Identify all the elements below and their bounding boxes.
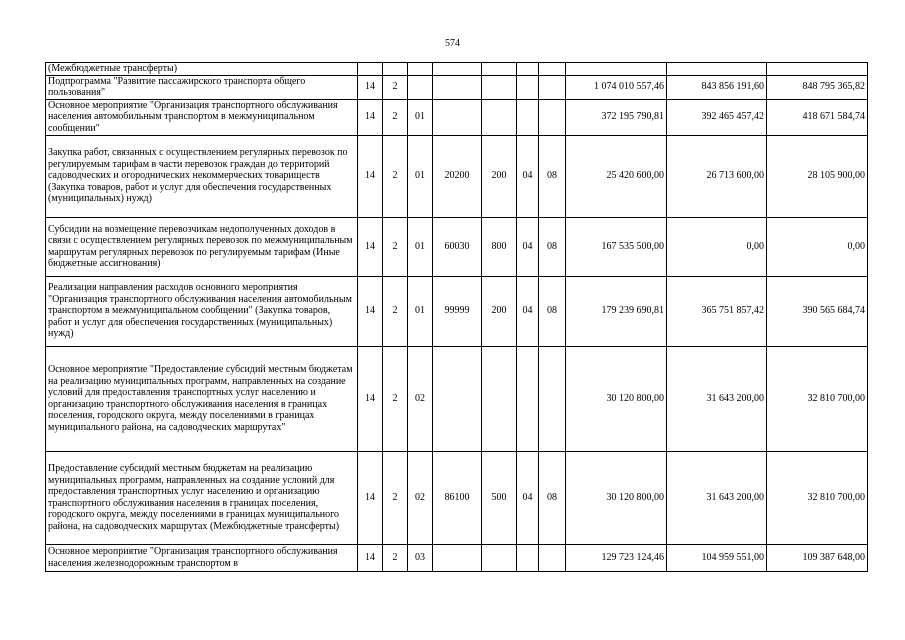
cell-amount-3: 0,00 — [767, 217, 868, 276]
cell-amount-1: 25 420 600,00 — [566, 135, 667, 217]
cell-section — [517, 75, 539, 99]
cell-activity: 01 — [408, 99, 433, 135]
cell-subprogram: 2 — [383, 75, 408, 99]
cell-name: Основное мероприятие "Организация транспортного обслуживания населения железнодорожным транспортом в — [46, 544, 358, 571]
cell-chapter: 14 — [358, 544, 383, 571]
cell-activity: 01 — [408, 135, 433, 217]
cell-activity — [408, 63, 433, 76]
table-row — [46, 217, 868, 276]
cell-chapter: 14 — [358, 276, 383, 346]
cell-amount-2: 31 643 200,00 — [667, 451, 767, 544]
cell-subprogram: 2 — [383, 135, 408, 217]
cell-section: 04 — [517, 451, 539, 544]
cell-amount-1: 167 535 500,00 — [566, 217, 667, 276]
cell-subprogram: 2 — [383, 451, 408, 544]
cell-amount-1: 372 195 790,81 — [566, 99, 667, 135]
cell-direction — [433, 346, 482, 451]
cell-name: Подпрограмма "Развитие пассажирского транспорта общего пользования" — [46, 75, 358, 99]
table-row — [46, 75, 868, 99]
cell-amount-1 — [566, 63, 667, 76]
cell-amount-3 — [767, 63, 868, 76]
cell-amount-3: 390 565 684,74 — [767, 276, 868, 346]
cell-direction — [433, 75, 482, 99]
cell-section: 04 — [517, 217, 539, 276]
cell-expense-type — [482, 75, 517, 99]
cell-direction — [433, 544, 482, 571]
cell-direction: 99999 — [433, 276, 482, 346]
cell-name: Закупка работ, связанных с осуществлением регулярных перевозок по регулируемым тарифам в части перевозок граждан до территорий садоводческих и огороднических некоммерческих товариществ (Закупка товаров, работ и услуг для обеспечения государственных (муниципальных) нужд) — [46, 135, 358, 217]
cell-chapter: 14 — [358, 346, 383, 451]
table-row — [46, 135, 868, 217]
cell-expense-type: 500 — [482, 451, 517, 544]
cell-subprogram: 2 — [383, 276, 408, 346]
cell-direction — [433, 99, 482, 135]
cell-amount-2: 392 465 457,42 — [667, 99, 767, 135]
cell-expense-type — [482, 544, 517, 571]
cell-chapter: 14 — [358, 217, 383, 276]
cell-chapter: 14 — [358, 75, 383, 99]
cell-amount-2: 843 856 191,60 — [667, 75, 767, 99]
cell-activity: 01 — [408, 217, 433, 276]
cell-amount-2: 365 751 857,42 — [667, 276, 767, 346]
cell-section — [517, 544, 539, 571]
cell-amount-3: 109 387 648,00 — [767, 544, 868, 571]
cell-activity: 01 — [408, 276, 433, 346]
cell-amount-2: 26 713 600,00 — [667, 135, 767, 217]
cell-amount-3: 32 810 700,00 — [767, 346, 868, 451]
table-row — [46, 346, 868, 451]
cell-amount-1: 1 074 010 557,46 — [566, 75, 667, 99]
table-row — [46, 544, 868, 571]
cell-expense-type: 200 — [482, 135, 517, 217]
cell-section — [517, 63, 539, 76]
cell-section: 04 — [517, 135, 539, 217]
table-row — [46, 99, 868, 135]
cell-amount-2: 0,00 — [667, 217, 767, 276]
cell-name: Основное мероприятие "Предоставление субсидий местным бюджетам на реализацию муниципальных программ, направленных на создание условий для предоставления транспортных услуг населению и организацию транспортного обслуживания населения в границах поселения, городского округа, между поселениями в границах муниципального района, на садоводческих маршрутах" — [46, 346, 358, 451]
cell-name: Субсидии на возмещение перевозчикам недополученных доходов в связи с осуществлением регулярных перевозок по межмуниципальным маршрутам регулярных перевозок по регулируемым тарифам (Иные бюджетные ассигнования) — [46, 217, 358, 276]
cell-direction: 60030 — [433, 217, 482, 276]
cell-direction: 86100 — [433, 451, 482, 544]
cell-name: Реализация направления расходов основного мероприятия "Организация транспортного обслуживания населения автомобильным транспортом в межмуниципальном сообщении" (Закупка товаров, работ и услуг для обеспечения государственных (муниципальных) нужд) — [46, 276, 358, 346]
budget-table — [45, 62, 868, 572]
cell-amount-2 — [667, 63, 767, 76]
table-row — [46, 63, 868, 76]
cell-name: (Межбюджетные трансферты) — [46, 63, 358, 76]
cell-activity: 03 — [408, 544, 433, 571]
cell-amount-1: 179 239 690,81 — [566, 276, 667, 346]
cell-subprogram — [383, 63, 408, 76]
cell-subsection: 08 — [539, 276, 566, 346]
cell-subprogram: 2 — [383, 99, 408, 135]
cell-subprogram: 2 — [383, 346, 408, 451]
cell-amount-2: 31 643 200,00 — [667, 346, 767, 451]
cell-amount-3: 418 671 584,74 — [767, 99, 868, 135]
cell-subprogram: 2 — [383, 544, 408, 571]
cell-activity — [408, 75, 433, 99]
cell-section: 04 — [517, 276, 539, 346]
cell-chapter — [358, 63, 383, 76]
table-row — [46, 276, 868, 346]
cell-amount-2: 104 959 551,00 — [667, 544, 767, 571]
cell-amount-1: 30 120 800,00 — [566, 346, 667, 451]
cell-name: Предоставление субсидий местным бюджетам на реализацию муниципальных программ, направленных на создание условий для предоставления транспортных услуг населению и организацию транспортного обслуживания населения в границах поселения, городского округа, между поселениями в границах муниципального района, на садоводческих маршрутах (Межбюджетные трансферты) — [46, 451, 358, 544]
cell-section — [517, 99, 539, 135]
cell-amount-1: 129 723 124,46 — [566, 544, 667, 571]
cell-expense-type — [482, 63, 517, 76]
cell-subsection: 08 — [539, 135, 566, 217]
cell-expense-type — [482, 346, 517, 451]
cell-subprogram: 2 — [383, 217, 408, 276]
cell-expense-type: 200 — [482, 276, 517, 346]
cell-activity: 02 — [408, 451, 433, 544]
page-number: 574 — [445, 38, 460, 49]
cell-amount-3: 32 810 700,00 — [767, 451, 868, 544]
cell-section — [517, 346, 539, 451]
cell-chapter: 14 — [358, 451, 383, 544]
cell-name: Основное мероприятие "Организация транспортного обслуживания населения автомобильным транспортом в межмуниципальном сообщении" — [46, 99, 358, 135]
cell-subsection — [539, 75, 566, 99]
cell-expense-type — [482, 99, 517, 135]
cell-subsection — [539, 346, 566, 451]
cell-subsection — [539, 544, 566, 571]
cell-direction: 20200 — [433, 135, 482, 217]
cell-direction — [433, 63, 482, 76]
cell-subsection — [539, 63, 566, 76]
cell-subsection: 08 — [539, 217, 566, 276]
cell-activity: 02 — [408, 346, 433, 451]
cell-expense-type: 800 — [482, 217, 517, 276]
table-row — [46, 451, 868, 544]
cell-amount-1: 30 120 800,00 — [566, 451, 667, 544]
cell-chapter: 14 — [358, 99, 383, 135]
cell-amount-3: 848 795 365,82 — [767, 75, 868, 99]
cell-chapter: 14 — [358, 135, 383, 217]
cell-amount-3: 28 105 900,00 — [767, 135, 868, 217]
cell-subsection — [539, 99, 566, 135]
cell-subsection: 08 — [539, 451, 566, 544]
